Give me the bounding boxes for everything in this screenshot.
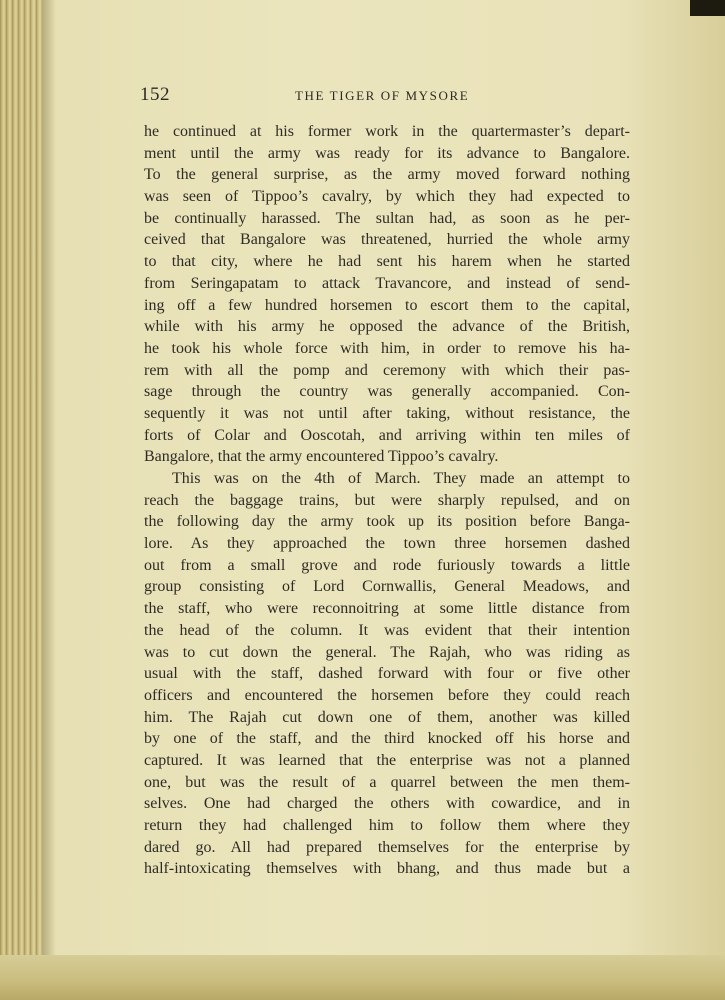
text-line: he took his whole force with him, in order to remove his ha-	[144, 339, 630, 357]
gutter-shadow	[42, 0, 56, 1000]
text-line: was to cut down the general. The Rajah, who was riding as	[144, 643, 630, 661]
text-line: usual with the staff, dashed forward with four or five other	[144, 665, 630, 683]
text-line: ing off a few hundred horsemen to escort them to the capital,	[144, 296, 630, 314]
text-line: sequently it was not until after taking, without resistance, the	[144, 404, 630, 422]
book-binding	[0, 0, 42, 1000]
text-line: group consisting of Lord Cornwallis, General Meadows, and	[144, 578, 630, 596]
text-line: he continued at his former work in the quartermaster’s depart-	[144, 123, 630, 140]
text-line: sage through the country was generally accompanied. Con-	[144, 383, 630, 401]
text-line: half-intoxicating themselves with bhang, and thus made but a	[144, 860, 630, 878]
text-line: to that city, where he had sent his harem when he started	[144, 253, 630, 271]
text-line: captured. It was learned that the enterprise was not a planned	[144, 751, 630, 769]
text-line: Bangalore, that the army encountered Tippoo’s cavalry.	[144, 448, 499, 466]
text-line: selves. One had charged the others with cowardice, and in	[144, 795, 630, 813]
text-line: lore. As they approached the town three horsemen dashed	[144, 535, 630, 553]
text-line: This was on the 4th of March. They made an attempt to	[172, 470, 630, 487]
text-line: reach the baggage trains, but were sharply repulsed, and on	[144, 491, 630, 509]
text-line: dared go. All had prepared themselves for the enterprise by	[144, 838, 630, 856]
page-corner-shadow	[690, 0, 725, 16]
text-line: rem with all the pomp and ceremony with which their pas-	[144, 361, 630, 379]
text-line: the following day the army took up its position before Banga-	[144, 513, 630, 531]
running-title: THE TIGER OF MYSORE	[295, 88, 470, 103]
text-line: from Seringapatam to attack Travancore, and instead of send-	[144, 274, 630, 292]
text-line: officers and encountered the horsemen before they could reach	[144, 686, 630, 704]
page-header	[140, 80, 490, 110]
text-line: out from a small grove and rode furiously towards a little	[144, 556, 630, 574]
text-line: him. The Rajah cut down one of them, another was killed	[144, 708, 630, 726]
page-number: 152	[140, 84, 170, 105]
page-bottom-edge	[0, 955, 725, 1000]
text-line: To the general surprise, as the army moved forward nothing	[144, 166, 630, 184]
text-line: return they had challenged him to follow them where they	[144, 817, 630, 834]
text-line: while with his army he opposed the advance of the British,	[144, 318, 630, 336]
text-line: the head of the column. It was evident that their intention	[144, 621, 630, 639]
text-line: ceived that Bangalore was threatened, hurried the whole army	[144, 231, 630, 249]
text-line: by one of the staff, and the third knocked off his horse and	[144, 730, 630, 748]
body-text	[144, 121, 630, 880]
text-line: one, but was the result of a quarrel between the men them-	[144, 773, 630, 791]
text-line: was seen of Tippoo’s cavalry, by which they had expected to	[144, 188, 630, 206]
text-line: the staff, who were reconnoitring at some little distance from	[144, 600, 630, 618]
text-line: be continually harassed. The sultan had, as soon as he per-	[144, 209, 630, 227]
text-line: forts of Colar and Ooscotah, and arriving within ten miles of	[144, 426, 630, 444]
text-line: ment until the army was ready for its advance to Bangalore.	[144, 144, 630, 162]
